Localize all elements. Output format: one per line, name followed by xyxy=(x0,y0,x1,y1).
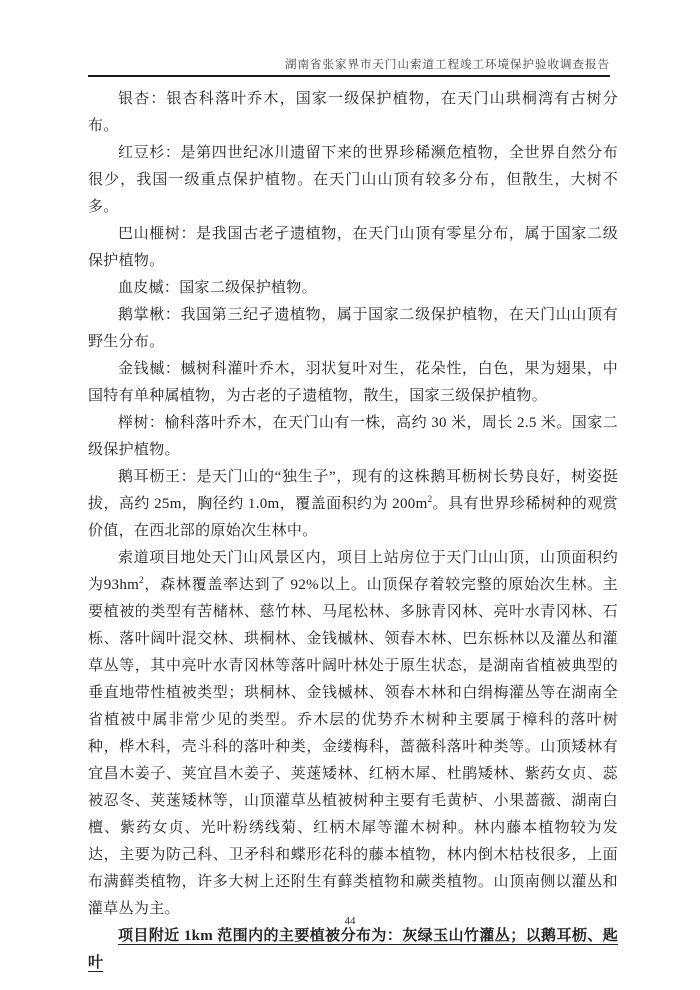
superscript: 2 xyxy=(427,494,433,504)
text-run: 红豆杉：是第四世纪冰川遗留下来的世界珍稀濒危植物，全世界自然分布很少，我国一级重点保护植物。在天门山山顶有较多分布，但散生，大树不多。 xyxy=(88,145,618,215)
text-run: 血皮槭：国家二级保护植物。 xyxy=(118,280,317,296)
text-run: 鹅掌楸：我国第三纪孑遗植物，属于国家二级保护植物，在天门山山顶有野生分布。 xyxy=(88,307,618,350)
paragraph xyxy=(88,356,618,410)
text-run: 索道项目地处天门山风景区内，项目上站房位于天门山山顶，山顶面积约为93hm xyxy=(88,550,618,593)
superscript: 2 xyxy=(139,575,144,585)
text-run: 。具有世界珍稀树种的观赏价值，在西北部的原始次生林中。 xyxy=(88,496,618,539)
paragraph xyxy=(88,275,618,302)
paragraph xyxy=(88,302,618,356)
paragraph xyxy=(88,545,618,923)
text-run: ，森林覆盖率达到了 92%以上。山顶保存着较完整的原始次生林。主要植被的类型有苦槠林、慈竹林、马尾松林、多脉青冈林、亮叶水青冈林、石栎、落叶阔叶混交林、珙桐林、金钱槭林、领春木林、巴东栎林以及灌丛和灌草丛等，其中亮叶水青冈林等落叶阔叶林处于原生状态，是湖南省植被典型的垂直地带性植被类型；珙桐林、金钱槭林、领春木林和白绢梅灌丛等在湖南全省植被中属非常少见的类型。乔木层的优势乔木树种主要属于樟科的落叶树种，桦木科，壳斗科的落叶种类，金缕梅科，蔷薇科落叶种类等。山顶矮林有宜昌木姜子、荚宜昌木姜子、荚蒾矮林、红柄木犀、杜鹃矮林、紫药女贞、蕊被忍冬、荚蒾矮林等，山顶灌草丛植被树种主要有毛黄栌、小果蔷薇、湖南白檀、紫药女贞、光叶粉绣线菊、红柄木犀等灌木树种。林内藤本植物较为发达，主要为防己科、卫矛科和蝶形花科的藤本植物，林内倒木枯枝很多，上面布满藓类植物，许多大树上还附生有藓类植物和蕨类植物。山顶南侧以灌丛和灌草丛为主。 xyxy=(88,577,618,917)
text-run: 金钱槭：槭树科灌叶乔木，羽状复叶对生，花朵性，白色，果为翅果，中国特有单种属植物，为古老的子遗植物，散生，国家三级保护植物。 xyxy=(88,361,618,404)
text-run: 项目附近 1km 范围内的主要植被分布为：灰绿玉山竹灌丛；以鹅耳枥、匙叶 xyxy=(88,928,618,971)
paragraph xyxy=(88,86,618,140)
text-run: 银杏：银杏科落叶乔木，国家一级保护植物，在天门山珙桐湾有古树分布。 xyxy=(88,91,618,134)
running-header: 湖南省张家界市天门山索道工程竣工环境保护验收调查报告 xyxy=(285,59,610,71)
text-run: 榉树：榆科落叶乔木，在天门山有一株，高约 30 米，周长 2.5 米。国家二级保护植物。 xyxy=(88,415,618,458)
header-rule xyxy=(88,75,610,77)
page-number: 44 xyxy=(344,915,356,927)
body-text xyxy=(88,86,618,977)
paragraph xyxy=(88,140,618,221)
paragraph xyxy=(88,464,618,545)
text-run: 巴山榧树：是我国古老孑遗植物，在天门山顶有零星分布，属于国家二级保护植物。 xyxy=(88,226,618,269)
paragraph xyxy=(88,410,618,464)
underlined-paragraph xyxy=(88,923,618,977)
text-run: 鹅耳枥王：是天门山的“独生子”，现有的这株鹅耳枥树长势良好，树姿挺拔，高约 25m，胸径约 1.0m，覆盖面积约为 200m xyxy=(88,469,618,512)
paragraph xyxy=(88,221,618,275)
